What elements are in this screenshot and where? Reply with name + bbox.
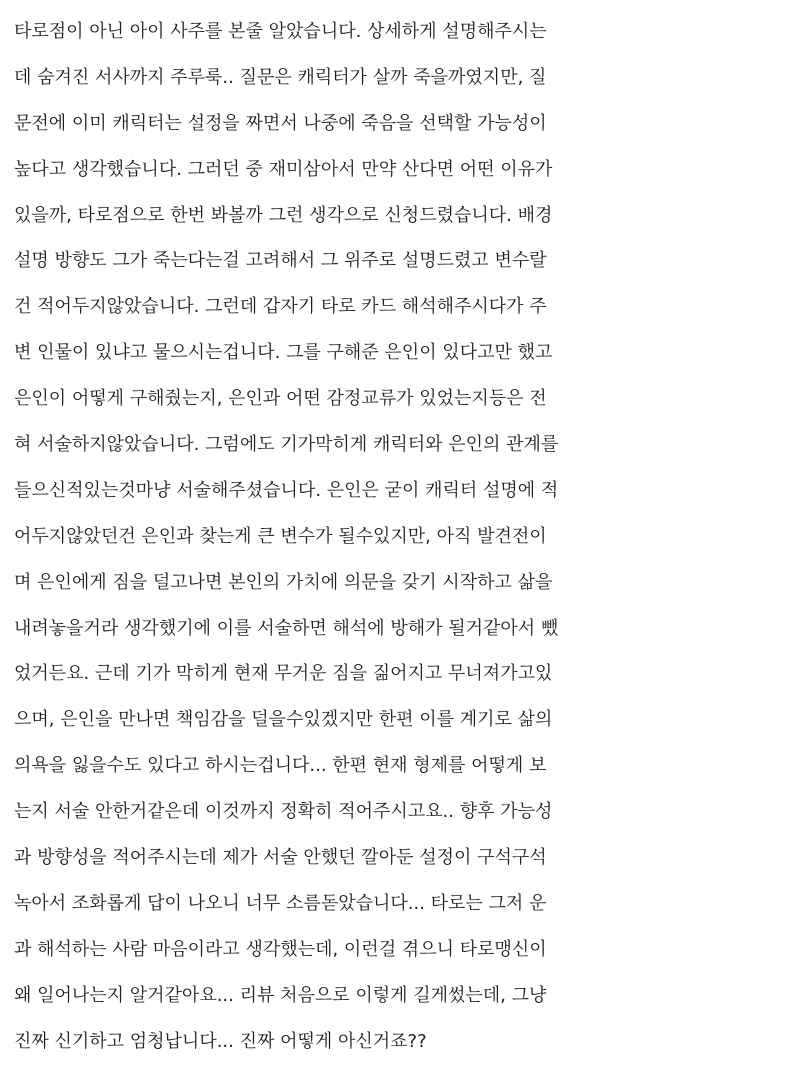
review-line: 며 은인에게 짐을 덜고나면 본인의 가치에 의문을 갖기 시작하고 삶을 (14, 571, 553, 593)
review-line: 진짜 신기하고 엄청납니다... 진짜 어떻게 아신거죠?? (14, 1030, 427, 1052)
review-line: 왜 일어나는지 알거같아요... 리뷰 처음으로 이렇게 길게썼는데, 그냥 (14, 984, 547, 1006)
review-line: 들으신적있는것마냥 서술해주셨습니다. 은인은 굳이 캐릭터 설명에 적 (14, 479, 559, 501)
review-line: 과 해석하는 사람 마음이라고 생각했는데, 이런걸 겪으니 타로맹신이 (14, 938, 547, 960)
review-line: 설명 방향도 그가 죽는다는걸 고려해서 그 위주로 설명드렸고 변수랄 (14, 250, 547, 272)
review-line: 어두지않았던건 은인과 찾는게 큰 변수가 될수있지만, 아직 발견전이 (14, 525, 547, 547)
review-line: 혀 서술하지않았습니다. 그럼에도 기가막히게 캐릭터와 은인의 관계를 (14, 434, 559, 456)
review-line: 있을까, 타로점으로 한번 봐볼까 그런 생각으로 신청드렸습니다. 배경 (14, 204, 553, 226)
review-line: 녹아서 조화롭게 답이 나오니 너무 소름돋았습니다... 타로는 그저 운 (14, 892, 547, 914)
review-text (14, 12, 800, 1067)
review-line: 건 적어두지않았습니다. 그런데 갑자기 타로 카드 해석해주시다가 주 (14, 296, 547, 318)
review-line: 으며, 은인을 만나면 책임감을 덜을수있겠지만 한편 이를 계기로 삶의 (14, 709, 553, 731)
review-line: 높다고 생각했습니다. 그러던 중 재미삼아서 만약 산다면 어떤 이유가 (14, 158, 553, 180)
review-line: 의욕을 잃을수도 있다고 하시는겁니다... 한편 현재 형제를 어떻게 보 (14, 755, 547, 777)
review-line: 내려놓을거라 생각했기에 이를 서술하면 해석에 방해가 될거같아서 뺐 (14, 617, 559, 639)
review-line: 문전에 이미 캐릭터는 설정을 짜면서 나중에 죽음을 선택할 가능성이 (14, 112, 547, 134)
review-line: 타로점이 아닌 아이 사주를 본줄 알았습니다. 상세하게 설명해주시는 (14, 21, 547, 42)
review-line: 는지 서술 안한거같은데 이것까지 정확히 적어주시고요.. 향후 가능성 (14, 801, 553, 823)
review-line: 과 방향성을 적어주시는데 제가 서술 안했던 깔아둔 설정이 구석구석 (14, 847, 547, 869)
review-line: 변 인물이 있냐고 물으시는겁니다. 그를 구해준 은인이 있다고만 했고 (14, 342, 553, 364)
review-line: 데 숨겨진 서사까지 주루룩.. 질문은 캐릭터가 살까 죽을까였지만, 질 (14, 66, 547, 88)
review-line: 은인이 어떻게 구해줬는지, 은인과 어떤 감정교류가 있었는지등은 전 (14, 388, 547, 410)
review-line: 었거든요. 근데 기가 막히게 현재 무거운 짐을 짊어지고 무너져가고있 (14, 663, 553, 685)
